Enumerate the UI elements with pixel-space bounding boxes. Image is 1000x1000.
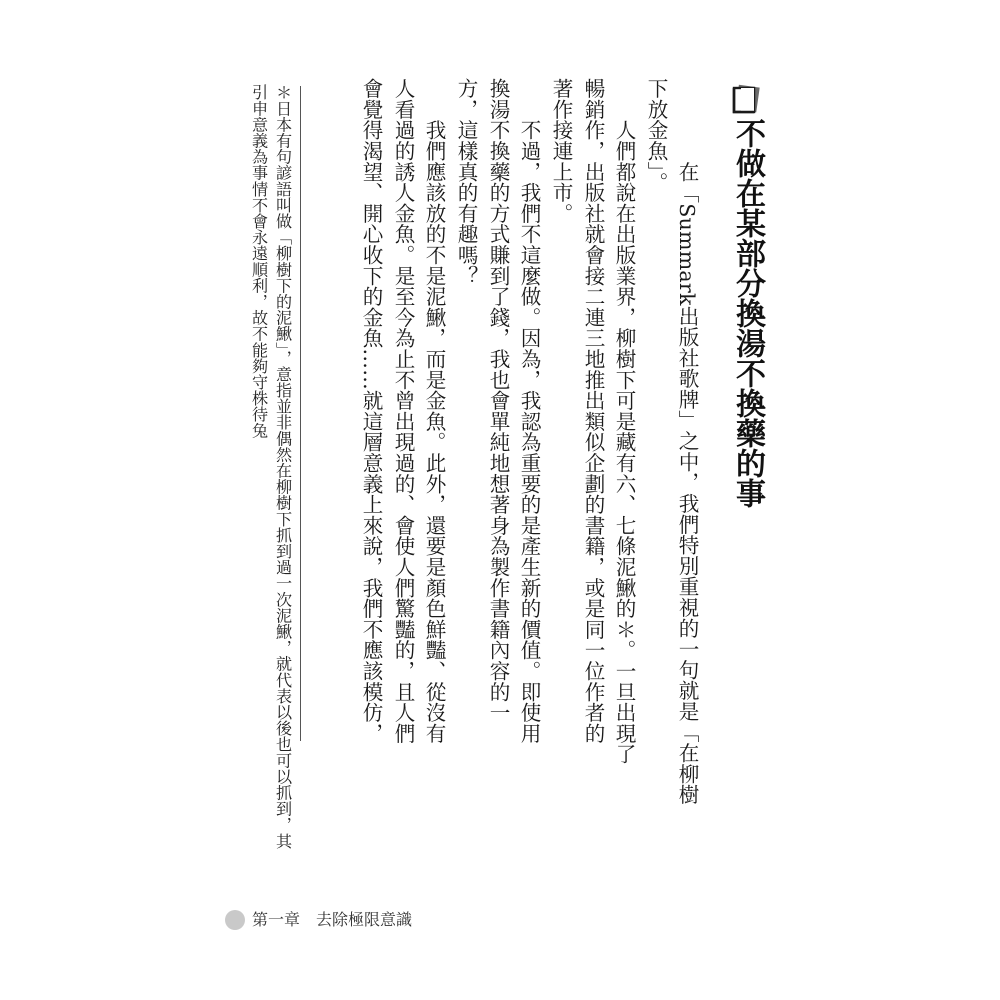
notebook-icon bbox=[732, 84, 762, 114]
body-text-column: 會覺得渴望、開心收下的金魚……就這層意義上來說，我們不應該模仿， bbox=[359, 78, 383, 744]
body-text-column: 在「Summark出版社歌牌」之中，我們特別重視的一句就是「在柳樹 bbox=[675, 120, 699, 805]
footnote-text-column: 引申意義為事情不會永遠順利，故不能夠守株待兔 bbox=[249, 84, 268, 439]
body-text-column: 著作接連上市。 bbox=[549, 78, 573, 224]
body-text-column: 方，這樣真的有趣嗎？ bbox=[454, 78, 478, 286]
footnote-text-column: ＊日本有句諺語叫做「柳樹下的泥鰍」，意指並非偶然在柳樹下抓到過一次泥鰍，就代表以後也可以抓到，其 bbox=[273, 84, 292, 849]
body-text-column: 不過，我們不這麼做。因為，我認為重要的是產生新的價值。即使用 bbox=[517, 78, 541, 744]
footer-dot-icon bbox=[225, 910, 245, 930]
body-text-column: 換湯不換藥的方式賺到了錢，我也會單純地想著身為製作書籍內容的一 bbox=[486, 78, 510, 723]
body-text-column: 人們都說在出版業界，柳樹下可是藏有六、七條泥鰍的＊。一旦出現了 bbox=[612, 78, 636, 765]
body-text-column: 下放金魚」。 bbox=[644, 78, 668, 193]
footnote-divider bbox=[300, 86, 301, 741]
section-heading: 不做在某部分換湯不換藥的事 bbox=[730, 118, 765, 508]
chapter-label: 第一章 去除極限意識 bbox=[252, 910, 413, 929]
body-text-column: 人看過的誘人金魚。是至今為止不曾出現過的、會使人們驚豔的，且人們 bbox=[391, 78, 415, 744]
body-text-column: 我們應該放的不是泥鰍，而是金魚。此外，還要是顏色鮮豔、從沒有 bbox=[422, 78, 446, 744]
body-text-column: 暢銷作，出版社就會接二連三地推出類似企劃的書籍，或是同一位作者的 bbox=[581, 78, 605, 744]
